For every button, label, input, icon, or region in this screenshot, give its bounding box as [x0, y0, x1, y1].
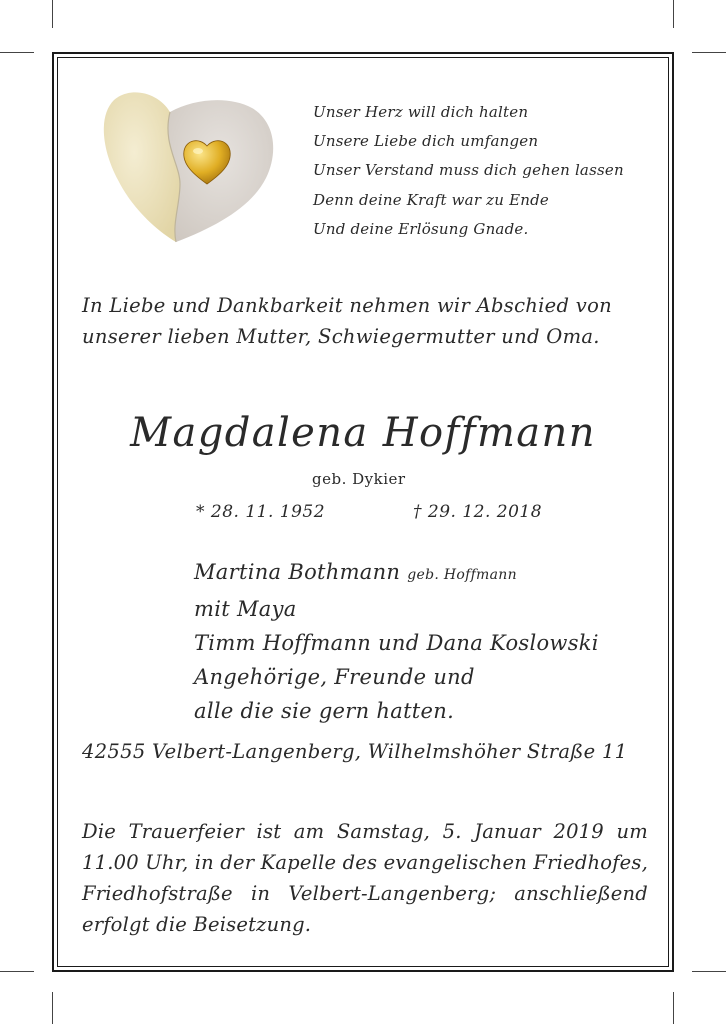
mourner-name: Martina Bothmann — [194, 560, 401, 584]
mourner-line: alle die sie gern hatten. — [194, 699, 455, 723]
address: 42555 Velbert-Langenberg, Wilhelmshöher Straße 11 — [82, 740, 628, 763]
birth-date: * 28. 11. 1952 — [196, 502, 326, 522]
service-word: Samstag, — [336, 820, 431, 843]
service-word: um — [616, 820, 648, 843]
poem-line: Unser Herz will dich halten — [313, 103, 529, 121]
poem — [313, 98, 624, 244]
deceased-name: Magdalena Hoffmann — [130, 410, 596, 456]
service-word: Velbert-Langenberg; — [288, 882, 497, 905]
poem-line: Unser Verstand muss dich gehen lassen — [313, 161, 624, 180]
maiden-name: geb. Dykier — [312, 470, 406, 488]
crop-mark — [692, 971, 726, 972]
mourner-line — [194, 555, 599, 592]
service-line — [82, 847, 648, 878]
service-word: ist — [256, 820, 282, 843]
crop-mark — [673, 992, 674, 1024]
intro-line: In Liebe und Dankbarkeit nehmen wir Abschied von — [82, 294, 613, 317]
service-word: Januar — [474, 820, 541, 843]
crop-mark — [0, 52, 34, 53]
mourners — [194, 555, 599, 728]
mourner-line: Angehörige, Freunde und — [194, 665, 475, 689]
mourner-line: Timm Hoffmann und Dana Koslowski — [194, 631, 599, 655]
service-word: in — [194, 851, 214, 874]
crop-mark — [673, 0, 674, 28]
service-word: 2019 — [553, 820, 604, 843]
intro-text — [82, 290, 612, 352]
poem-line: Und deine Erlösung Gnade. — [313, 219, 529, 238]
service-line: erfolgt die Beisetzung. — [82, 913, 312, 936]
service-info — [82, 816, 648, 940]
service-word: Uhr, — [145, 851, 189, 874]
service-word: in — [250, 882, 271, 905]
heart-ornament-icon — [100, 84, 278, 250]
service-word: der — [220, 851, 255, 874]
service-word: Die — [82, 820, 117, 843]
intro-line: unserer lieben Mutter, Schwiegermutter und Oma. — [82, 325, 600, 348]
crop-mark — [692, 52, 726, 53]
mourner-line: mit Maya — [194, 597, 297, 621]
service-word: 5. — [442, 820, 462, 843]
service-word: anschließend — [514, 882, 648, 905]
service-word: evangelischen — [383, 851, 528, 874]
service-word: des — [342, 851, 378, 874]
crop-mark — [52, 992, 53, 1024]
service-word: Trauerfeier — [128, 820, 244, 843]
crop-mark — [0, 971, 34, 972]
service-line — [82, 878, 648, 909]
service-word: Friedhofes, — [533, 851, 648, 874]
service-line — [82, 816, 648, 847]
poem-line: Denn deine Kraft war zu Ende — [313, 190, 549, 209]
service-word: am — [293, 820, 325, 843]
service-word: Friedhofstraße — [82, 882, 233, 905]
mourner-maiden: geb. Hoffmann — [407, 567, 517, 583]
service-word: Kapelle — [260, 851, 337, 874]
service-word: 11.00 — [82, 851, 139, 874]
poem-line: Unsere Liebe dich umfangen — [313, 132, 539, 151]
death-date: † 29. 12. 2018 — [413, 502, 543, 522]
crop-mark — [52, 0, 53, 28]
